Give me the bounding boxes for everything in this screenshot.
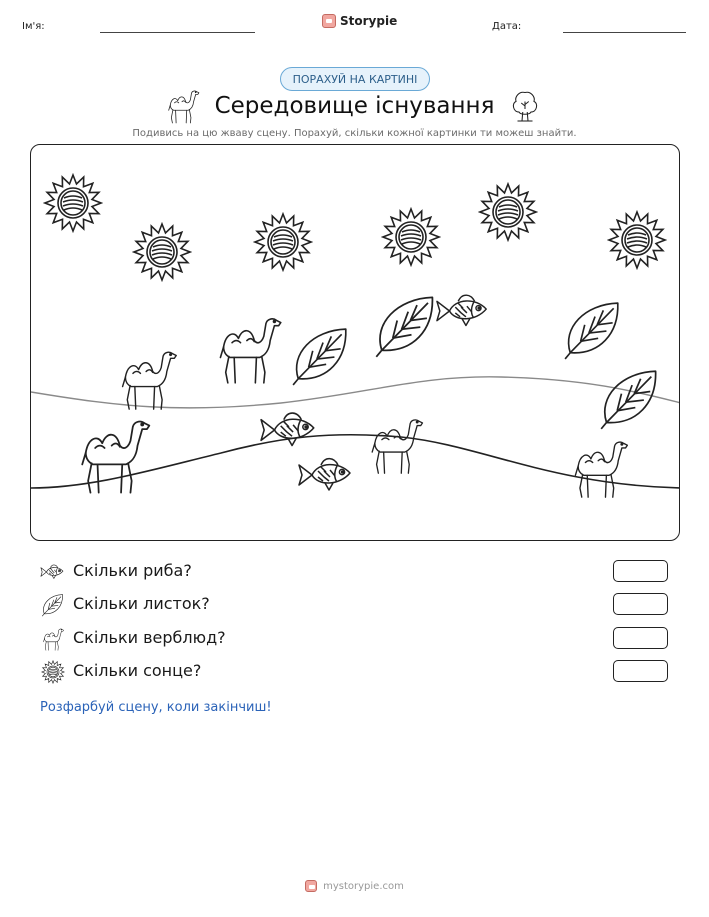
name-label: Ім'я:	[22, 21, 45, 32]
fish-icon	[437, 295, 486, 325]
camel-icon	[372, 420, 422, 473]
scene-panel	[30, 144, 680, 541]
camel-icon	[575, 442, 627, 497]
storypie-logo-icon	[305, 880, 317, 892]
answer-box-fish[interactable]	[613, 560, 668, 582]
sun-icon	[255, 214, 311, 270]
footer-site[interactable]: mystorypie.com	[323, 880, 404, 892]
leaf-icon	[565, 303, 618, 359]
date-label: Дата:	[492, 21, 522, 32]
question-row-fish	[40, 560, 670, 584]
page-title: Середовище існування	[214, 93, 495, 119]
answer-box-sun[interactable]	[613, 660, 668, 682]
leaf-icon	[376, 297, 432, 356]
sun-icon	[45, 175, 101, 231]
name-line[interactable]	[100, 32, 255, 33]
camel-icon	[220, 319, 280, 383]
question-text: Скільки риба?	[73, 561, 192, 580]
instructions-subtitle: Подивись на цю жваву сцену. Порахуй, скільки кожної картинки ти можеш знайти.	[132, 128, 577, 139]
sun-icon	[609, 212, 665, 268]
sun-icon	[40, 660, 66, 684]
fish-icon	[261, 413, 314, 445]
question-text: Скільки верблюд?	[73, 628, 226, 647]
tree-icon	[510, 88, 540, 124]
question-text: Скільки сонце?	[73, 661, 202, 680]
leaf-icon	[293, 329, 346, 385]
question-row-sun	[40, 660, 670, 684]
question-text: Скільки листок?	[73, 594, 210, 613]
count-badge: ПОРАХУЙ НА КАРТИНІ	[280, 67, 430, 91]
brand-logo	[322, 14, 397, 28]
sun-icon	[134, 224, 190, 280]
camel-icon	[40, 627, 66, 651]
brand-name: Storypie	[340, 14, 398, 28]
scene-illustration	[31, 145, 680, 541]
fish-icon	[299, 459, 350, 490]
camel-icon	[123, 352, 177, 409]
leaf-icon	[601, 371, 655, 429]
answer-box-camel[interactable]	[613, 627, 668, 649]
sun-icon	[383, 209, 439, 265]
dune-line-lower	[31, 435, 680, 488]
date-line[interactable]	[563, 32, 686, 33]
footer	[0, 880, 709, 892]
answer-box-leaf[interactable]	[613, 593, 668, 615]
sun-icon	[480, 184, 536, 240]
storypie-logo-icon	[322, 14, 336, 28]
leaf-icon	[40, 593, 66, 617]
fish-icon	[40, 560, 66, 584]
coloring-instruction: Розфарбуй сцену, коли закінчиш!	[40, 700, 272, 715]
question-row-leaf	[40, 593, 670, 617]
question-row-camel	[40, 627, 670, 651]
